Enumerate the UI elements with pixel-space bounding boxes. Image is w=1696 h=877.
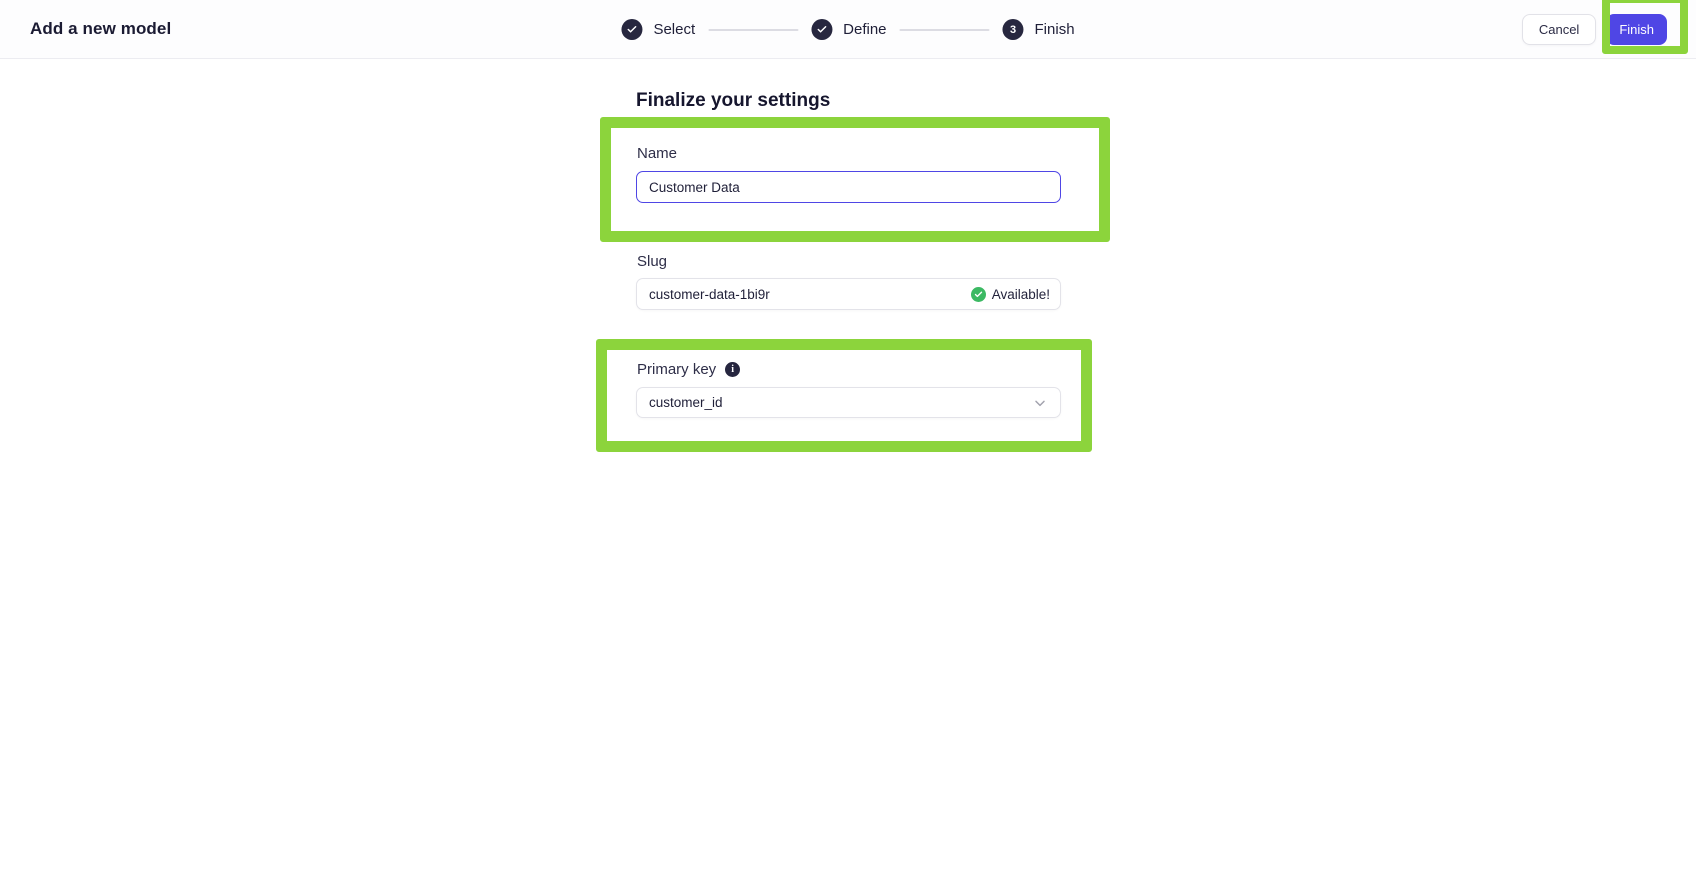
slug-input[interactable] — [636, 278, 1061, 310]
form-heading: Finalize your settings — [636, 90, 831, 111]
step-select[interactable] — [621, 19, 695, 40]
step-define-label: Define — [843, 21, 887, 38]
step-finish[interactable] — [1003, 19, 1075, 40]
primary-key-selected-value: customer_id — [649, 395, 723, 410]
stepper-connector — [900, 29, 990, 31]
name-field-label: Name — [637, 145, 678, 162]
slug-status-text: Available! — [991, 286, 1050, 302]
slug-availability-status — [971, 287, 1050, 302]
primary-key-label-text: Primary key — [637, 361, 717, 378]
header-actions — [1522, 14, 1667, 45]
wizard-header — [0, 0, 1696, 59]
step-select-label: Select — [653, 21, 696, 38]
name-input[interactable] — [636, 171, 1061, 203]
check-icon — [811, 19, 832, 40]
page-title: Add a new model — [30, 19, 172, 38]
primary-key-select[interactable] — [636, 387, 1061, 418]
slug-value: customer-data-1bi9r — [649, 286, 770, 302]
wizard-stepper — [621, 0, 1074, 59]
step-define[interactable] — [811, 19, 886, 40]
cancel-button[interactable]: Cancel — [1522, 14, 1596, 45]
slug-field-label: Slug — [637, 253, 668, 270]
finish-button[interactable]: Finish — [1606, 14, 1667, 45]
check-circle-icon — [971, 287, 986, 302]
primary-key-field-label — [637, 361, 740, 378]
step-finish-label: Finish — [1034, 21, 1075, 38]
info-icon[interactable]: i — [725, 362, 740, 377]
check-icon — [621, 19, 642, 40]
stepper-connector — [708, 29, 798, 31]
step-number-badge: 3 — [1003, 19, 1024, 40]
chevron-down-icon — [1032, 395, 1048, 411]
